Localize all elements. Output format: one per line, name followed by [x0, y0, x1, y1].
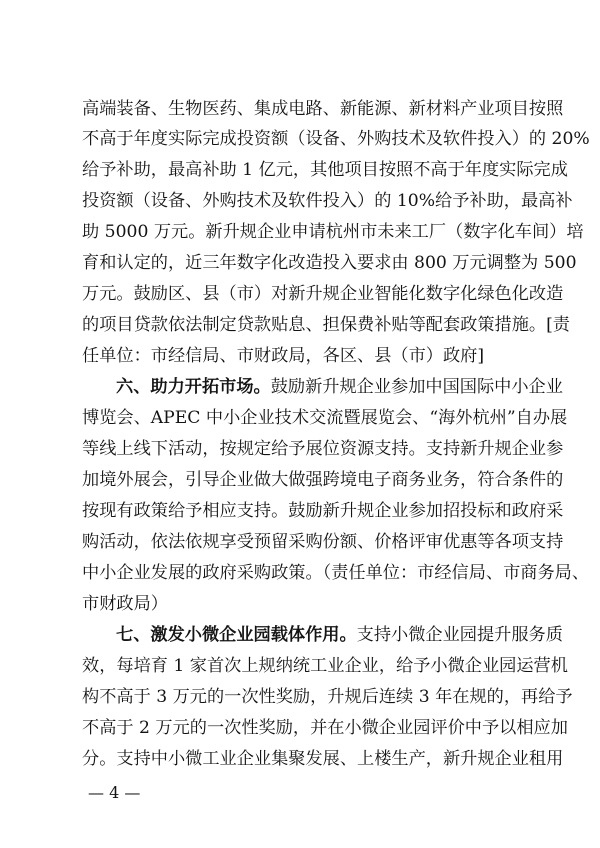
- body-line: 的项目贷款依法制定贷款贴息、担保费补贴等配套政策措施。[责: [82, 315, 570, 335]
- body-line: 按现有政策给予相应支持。鼓励新升规企业参加招投标和政府采: [82, 501, 564, 521]
- body-line: 博览会、APEC 中小企业技术交流暨展览会、“海外杭州”自办展: [82, 408, 568, 428]
- body-line: 育和认定的，近三年数字化改造投入要求由 800 万元调整为 500: [82, 253, 577, 273]
- body-line: 中小企业发展的政府采购政策。（责任单位：市经信局、市商务局、: [82, 563, 590, 583]
- body-line: 万元。鼓励区、县（市）对新升规企业智能化数字化绿色化改造: [82, 284, 564, 304]
- section-7-intro-text: 支持小微企业园提升服务质: [356, 625, 563, 645]
- body-line: 购活动，依法依规享受预留采购份额、价格评审优惠等各项支持: [82, 532, 564, 552]
- body-line: 助 5000 万元。新升规企业申请杭州市未来工厂（数字化车间）培: [82, 222, 584, 242]
- body-line: 加境外展会，引导企业做大做强跨境电子商务业务，符合条件的: [82, 470, 564, 490]
- section-6-first-line: [116, 374, 563, 400]
- body-line: 高端装备、生物医药、集成电路、新能源、新材料产业项目按照: [82, 99, 564, 119]
- body-line: 不高于 2 万元的一次性奖励，并在小微企业园评价中予以相应加: [82, 718, 568, 738]
- section-6-intro-text: 鼓励新升规企业参加中国国际中小企业: [270, 377, 563, 397]
- body-line: 效，每培育 1 家首次上规纳统工业企业，给予小微企业园运营机: [82, 656, 568, 676]
- body-line: 给予补助，最高补助 1 亿元，其他项目按照不高于年度实际完成: [82, 160, 568, 180]
- page-number: — 4 —: [88, 783, 141, 802]
- body-line: 投资额（设备、外购技术及软件投入）的 10%给予补助，最高补: [82, 191, 573, 211]
- body-line: 市财政局）: [82, 594, 168, 614]
- section-7-heading: 七、激发小微企业园载体作用。: [116, 625, 357, 645]
- section-7-first-line: [116, 622, 563, 648]
- body-line: 分。支持中小微工业企业集聚发展、上楼生产，新升规企业租用: [82, 749, 564, 769]
- body-line: 任单位：市经信局、市财政局，各区、县（市）政府]: [82, 346, 485, 366]
- body-line: 等线上线下活动，按规定给予展位资源支持。支持新升规企业参: [82, 439, 564, 459]
- section-6-heading: 六、助力开拓市场。: [116, 377, 271, 397]
- body-line: 不高于年度实际完成投资额（设备、外购技术及软件投入）的 20%: [82, 129, 590, 149]
- body-line: 构不高于 3 万元的一次性奖励，升规后连续 3 年在规的，再给予: [82, 687, 573, 707]
